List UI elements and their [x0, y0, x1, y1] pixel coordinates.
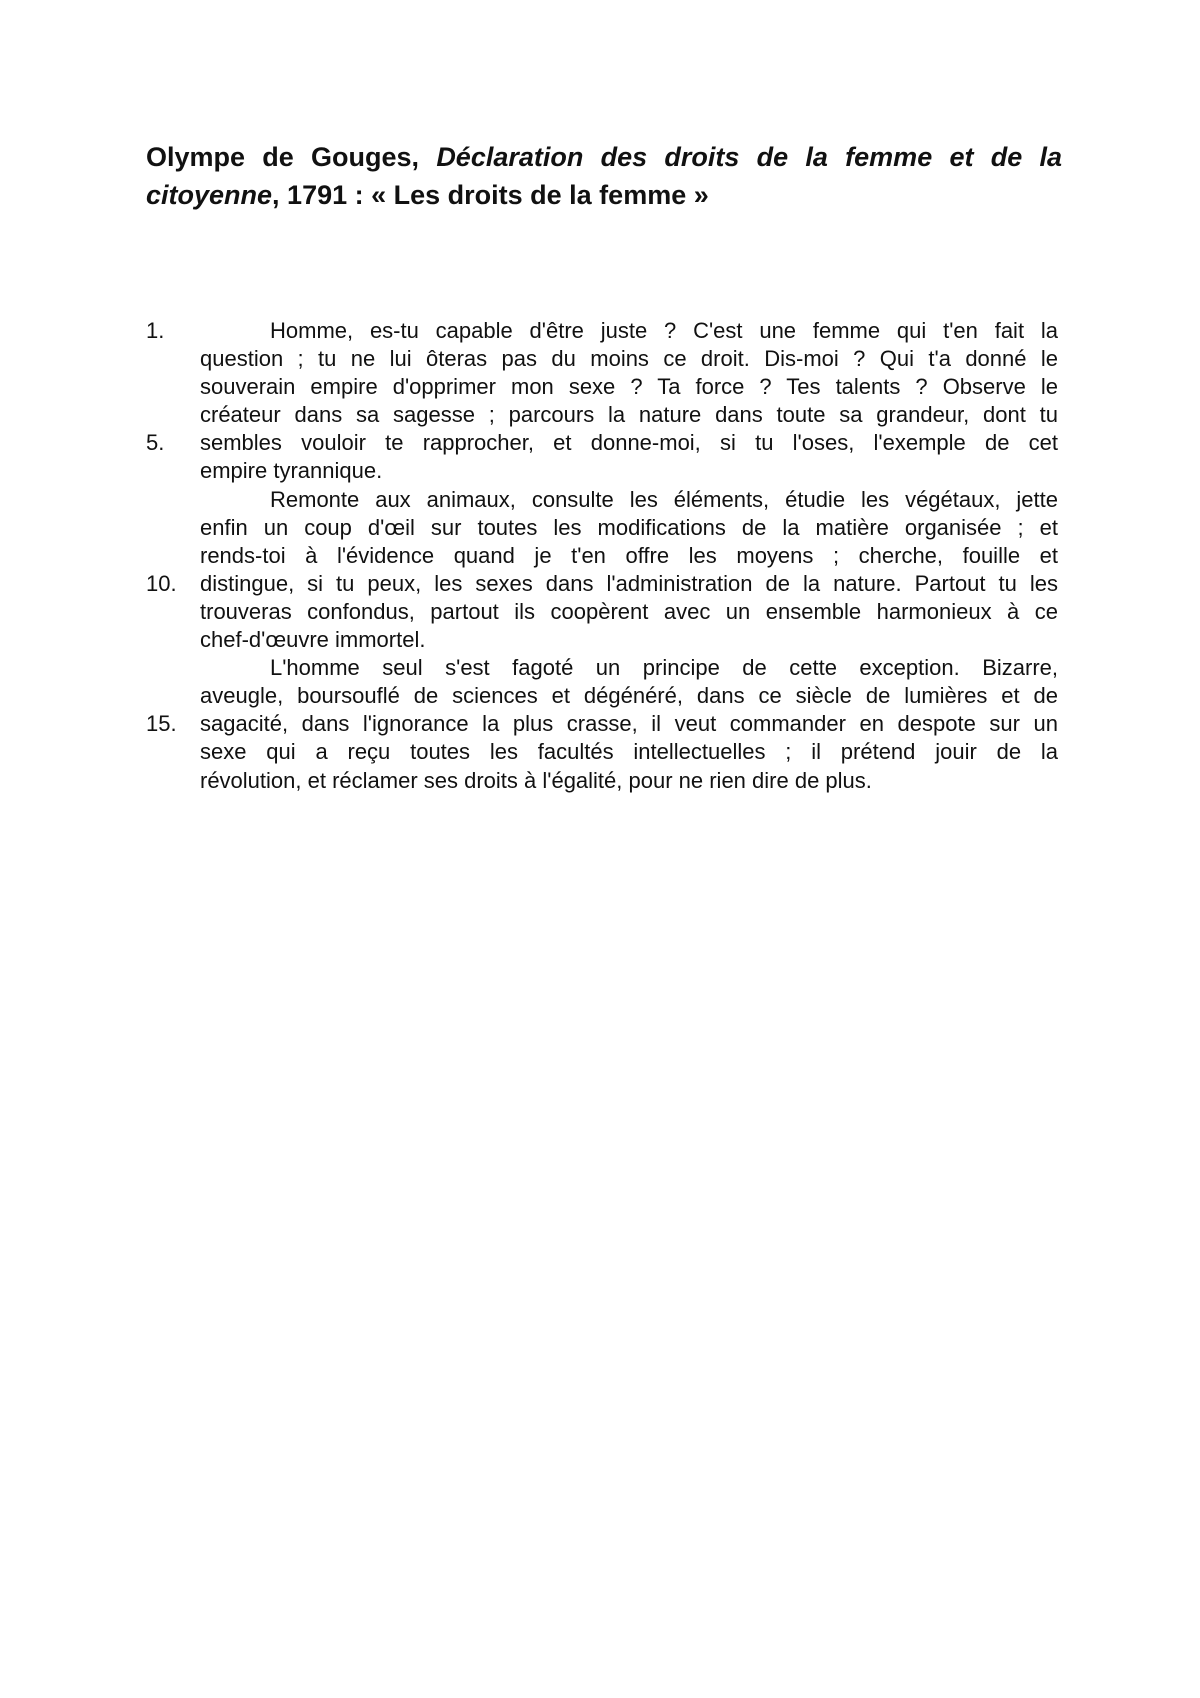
line-text: Homme, es-tu capable d'être juste ? C'est une femme qui t'en fait la — [270, 318, 1058, 343]
text-line — [146, 542, 1062, 570]
line-text: sexe qui a reçu toutes les facultés intellectuelles ; il prétend jouir de la — [200, 739, 1058, 765]
title-author: Olympe de Gouges, — [146, 142, 437, 172]
text-line — [146, 486, 1062, 514]
text-line — [146, 767, 1062, 795]
line-text: empire tyrannique. — [200, 458, 383, 484]
text-line — [146, 345, 1062, 373]
line-text: question ; tu ne lui ôteras pas du moins ce droit. Dis-moi ? Qui t'a donné le — [200, 346, 1058, 372]
document-title — [146, 138, 1062, 214]
text-line — [146, 429, 1062, 457]
line-number: 1. — [146, 318, 165, 343]
line-text: créateur dans sa sagesse ; parcours la nature dans toute sa grandeur, dont tu — [200, 402, 1058, 428]
text-line — [146, 654, 1062, 682]
line-text: révolution, et réclamer ses droits à l'égalité, pour ne rien dire de plus. — [200, 767, 872, 793]
line-text: souverain empire d'opprimer mon sexe ? Ta force ? Tes talents ? Observe le — [200, 374, 1058, 400]
line-text: sagacité, dans l'ignorance la plus crasse, il veut commander en despote sur un — [200, 711, 1058, 737]
line-number: 5. — [146, 430, 165, 456]
text-line — [146, 682, 1062, 710]
text-line — [146, 514, 1062, 542]
line-text: trouveras confondus, partout ils coopèrent avec un ensemble harmonieux à ce — [200, 598, 1058, 624]
title-rest: , 1791 : « Les droits de la femme » — [272, 180, 709, 210]
line-text: L'homme seul s'est fagoté un principe de cette exception. Bizarre, — [270, 655, 1058, 681]
line-number: 10. — [146, 570, 177, 596]
line-text: chef-d'œuvre immortel. — [200, 627, 426, 653]
text-line — [146, 570, 1062, 598]
line-text: rends-toi à l'évidence quand je t'en offre les moyens ; cherche, fouille et — [200, 542, 1058, 568]
line-text: Remonte aux animaux, consulte les éléments, étudie les végétaux, jette — [270, 486, 1058, 512]
line-text: distingue, si tu peux, les sexes dans l'administration de la nature. Partout tu les — [200, 570, 1058, 596]
text-line — [146, 317, 1062, 345]
line-text: enfin un coup d'œil sur toutes les modifications de la matière organisée ; et — [200, 514, 1058, 540]
text-line — [146, 710, 1062, 738]
numbered-text-block — [146, 317, 1062, 795]
line-text: sembles vouloir te rapprocher, et donne-moi, si tu l'oses, l'exemple de cet — [200, 430, 1058, 456]
title-work: Déclaration des droits de la femme et de la citoyenne — [146, 142, 1062, 210]
text-line — [146, 598, 1062, 626]
text-line — [146, 373, 1062, 401]
text-line — [146, 457, 1062, 485]
text-line — [146, 401, 1062, 429]
line-text: aveugle, boursouflé de sciences et dégénéré, dans ce siècle de lumières et de — [200, 683, 1058, 709]
text-line — [146, 626, 1062, 654]
text-line — [146, 738, 1062, 766]
line-number: 15. — [146, 711, 177, 737]
